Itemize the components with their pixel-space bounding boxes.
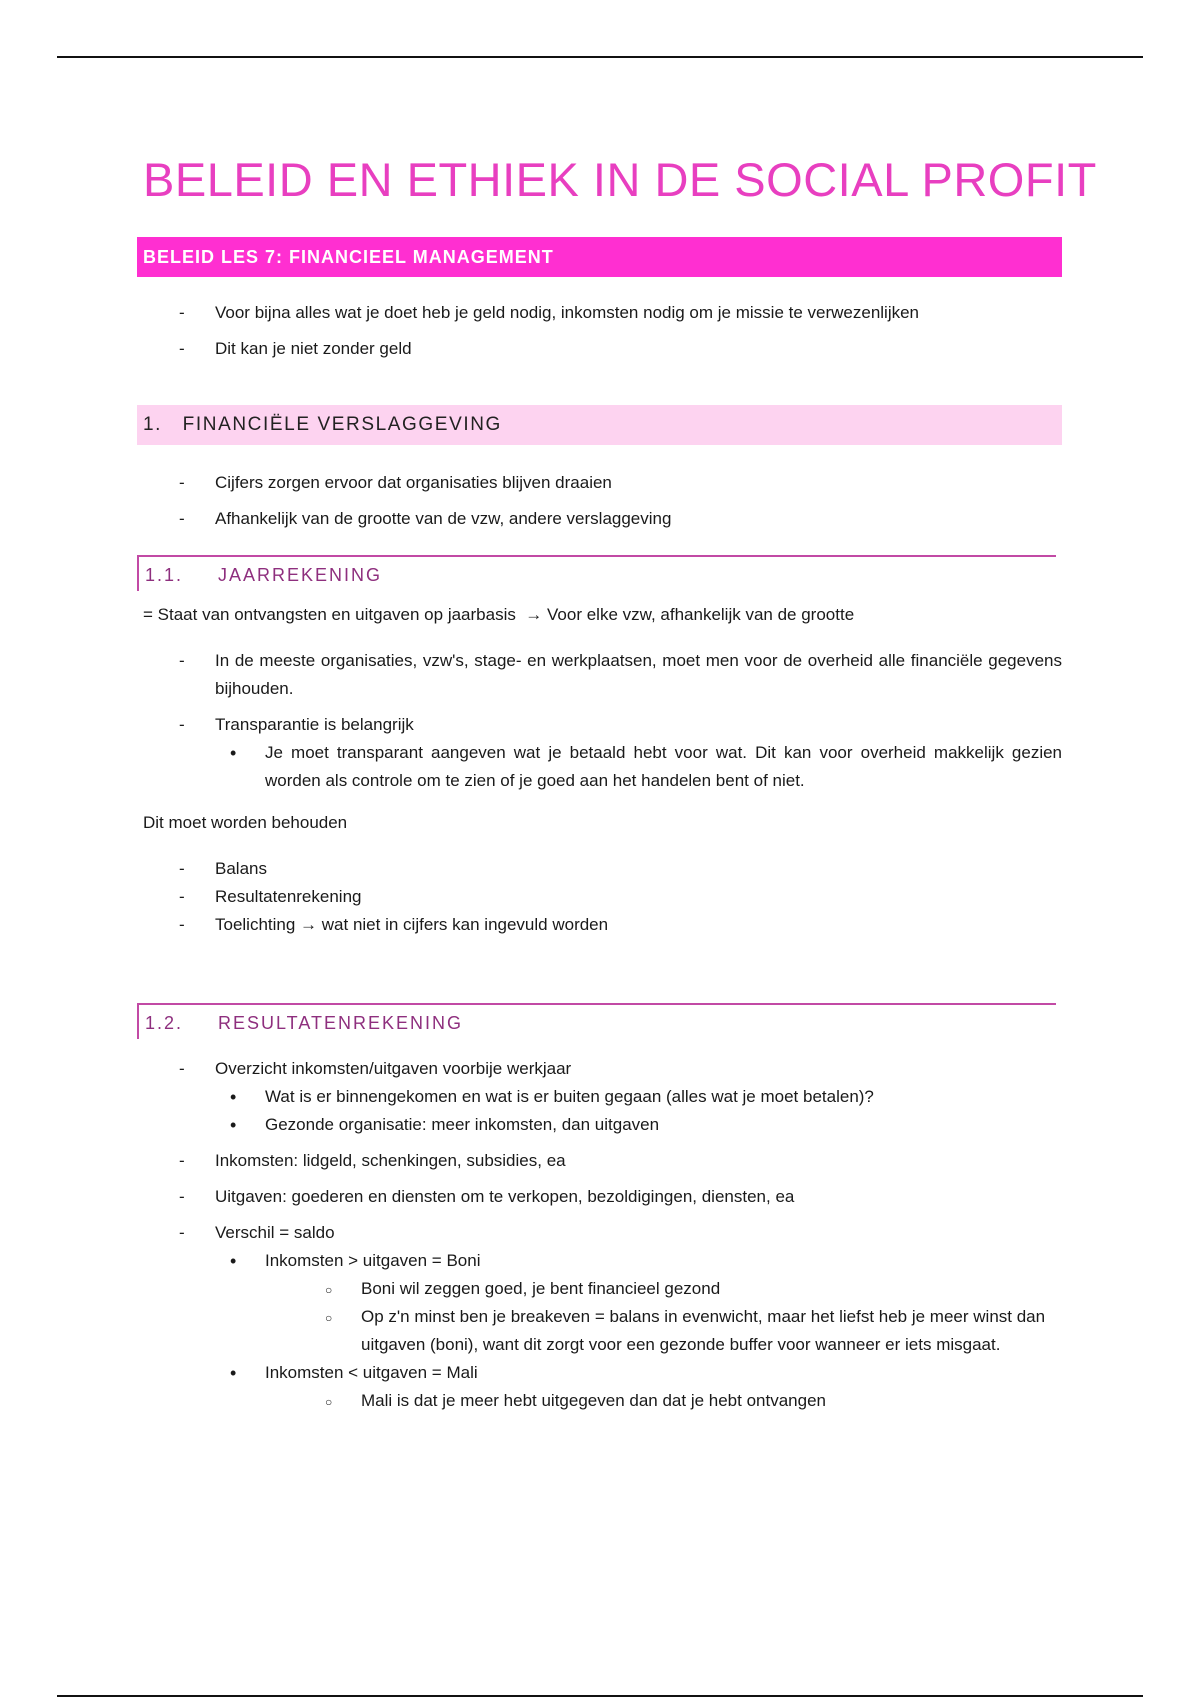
jaarrekening-list — [137, 647, 1062, 795]
list-item: - Toelichting → wat niet in cijfers kan ingevuld worden — [137, 911, 1062, 939]
list-item — [137, 1055, 1062, 1139]
list-item-text: Verschil = saldo — [215, 1223, 335, 1242]
list-item: - Inkomsten: lidgeld, schenkingen, subsidies, ea — [137, 1147, 1062, 1175]
sub-sub-list-item: ○ Op z'n minst ben je breakeven = balans in evenwicht, maar het liefst heb je meer winst dan uitgaven (boni), want dit zorgt voor een gezonde buffer voor wanneer er iets misgaat. — [265, 1303, 1062, 1359]
keep-list — [137, 855, 1062, 939]
list-item: - Afhankelijk van de grootte van de vzw, andere verslaggeving — [137, 505, 1062, 533]
list-item: - Resultatenrekening — [137, 883, 1062, 911]
subsection-title: JAARREKENING — [218, 565, 383, 585]
sub-list-item: • Gezonde organisatie: meer inkomsten, dan uitgaven — [215, 1111, 1062, 1139]
subsection-title: RESULTATENREKENING — [218, 1013, 464, 1033]
sub-list-item-text: Inkomsten > uitgaven = Boni — [265, 1251, 481, 1270]
list-item — [137, 1219, 1062, 1415]
list-item: - Balans — [137, 855, 1062, 883]
sub-list-item: • Je moet transparant aangeven wat je betaald hebt voor wat. Dit kan voor overheid makkelijk gezien worden als controle om te zien of je goed aan het handelen bent of niet. — [215, 739, 1062, 795]
sub-sub-list-item: ○ Boni wil zeggen goed, je bent financieel gezond — [265, 1275, 1062, 1303]
section-heading-financiele-verslaggeving: 1. FINANCIËLE VERSLAGGEVING — [137, 405, 1062, 445]
subsection-heading-jaarrekening — [137, 555, 1056, 591]
intro-list — [137, 299, 1062, 363]
sub-list-item — [215, 1359, 1062, 1415]
list-item: - Cijfers zorgen ervoor dat organisaties blijven draaien — [137, 469, 1062, 497]
document-title: BELEID EN ETHIEK IN DE SOCIAL PROFIT — [143, 153, 1097, 206]
bottom-rule — [57, 1695, 1143, 1697]
sub-sub-list-item: ○ Mali is dat je meer hebt uitgegeven dan dat je hebt ontvangen — [265, 1387, 1062, 1415]
sub-sub-list — [265, 1275, 1062, 1359]
sub-list-item — [215, 1247, 1062, 1359]
list-item — [137, 711, 1062, 795]
section1-list — [137, 469, 1062, 533]
sub-list-item: • Wat is er binnengekomen en wat is er buiten gegaan (alles wat je moet betalen)? — [215, 1083, 1062, 1111]
sub-list — [215, 739, 1062, 795]
document-body — [137, 140, 1097, 1423]
top-rule — [57, 56, 1143, 58]
keep-label: Dit moet worden behouden — [143, 813, 348, 832]
lesson-banner: BELEID LES 7: FINANCIEEL MANAGEMENT — [137, 237, 1062, 277]
definition-text: = Staat van ontvangsten en uitgaven op jaarbasis → Voor elke vzw, afhankelijk van de grootte — [143, 605, 855, 624]
sub-list — [215, 1247, 1062, 1415]
subsection-number: 1.1. — [145, 565, 184, 585]
list-item-text: Overzicht inkomsten/uitgaven voorbije werkjaar — [215, 1059, 572, 1078]
subsection-heading-resultatenrekening — [137, 1003, 1056, 1039]
subsection-number: 1.2. — [145, 1013, 184, 1033]
list-item-text: Transparantie is belangrijk — [215, 715, 414, 734]
sub-sub-list — [265, 1387, 1062, 1415]
list-item: - Voor bijna alles wat je doet heb je geld nodig, inkomsten nodig om je missie te verwezenlijken — [137, 299, 1062, 327]
sub-list-item-text: Inkomsten < uitgaven = Mali — [265, 1363, 478, 1382]
sub-list — [215, 1083, 1062, 1139]
list-item: - Uitgaven: goederen en diensten om te verkopen, bezoldigingen, diensten, ea — [137, 1183, 1062, 1211]
list-item: - In de meeste organisaties, vzw's, stage- en werkplaatsen, moet men voor de overheid alle financiële gegevens bijhouden. — [137, 647, 1062, 703]
list-item: - Dit kan je niet zonder geld — [137, 335, 1062, 363]
resultatenrekening-list — [137, 1055, 1062, 1415]
